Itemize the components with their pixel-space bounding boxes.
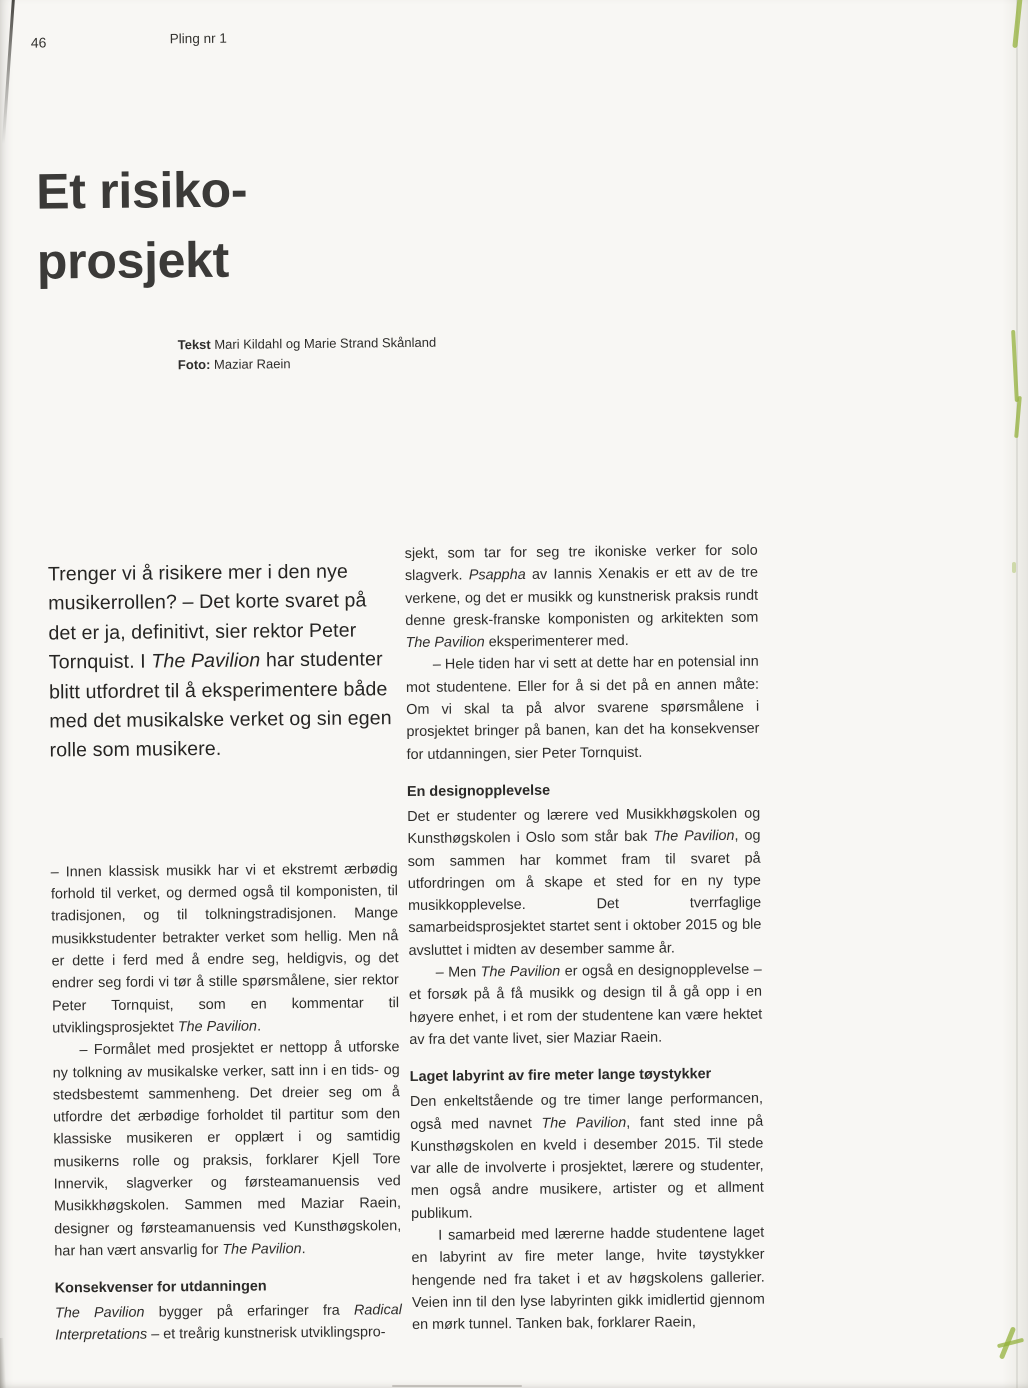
paragraph: sjekt, som tar for seg tre ikoniske verker for solo slagverk. Psappha av Iannis Xenakis er ett av de tre verkene, og det er musikk og kunstnerisk praksis rundt denne gresk-franske komponisten og arkitekten som The Pavilion eksperimenterer med. bbox=[404, 542, 759, 652]
paragraph: I samarbeid med lærerne hadde studentene laget en labyrint av fire meter lange, hvite tøystykker hengende ned fra taket i et av høgskolens gallerier. Veien inn til den lyse labyrinten gikk imidlertid gjennom en mørk tunnel. Tanken bak, forklarer Raein, bbox=[411, 1224, 765, 1334]
section-subhead: En designopplevelse bbox=[406, 782, 551, 801]
scan-artifact-bottom-left-shadow bbox=[0, 1338, 6, 1388]
left-column bbox=[48, 557, 403, 1347]
article-title-line1: Et risiko- bbox=[35, 161, 248, 220]
lead-paragraph: Trenger vi å risikere mer i den nye musikerrollen? – Det korte svaret på det er ja, definitivt, sier rektor Peter Tornquist. I The Pavilion har studenter blitt utfordret til å eksperimentere både med det musikalske verket og sin egen rolle som musikere. bbox=[47, 560, 392, 762]
byline-text-label: Tekst bbox=[177, 336, 211, 353]
byline-photo-value: Maziar Raein bbox=[210, 356, 291, 372]
paragraph: – Innen klassisk musikk har vi et ekstremt ærbødig forhold til verket, og dermed også til komponisten, til tradisjonen, og til tolkningstradisjonen. Mange musikkstudenter betrakter verket som hellig. Men nå er dette i ferd med å endre seg, heldigvis, og det endrer seg fordi vi tør å stille spørsmålene, sier rektor Peter Tornquist, som en kommentar til utviklingsprosjektet The Pavilion. bbox=[50, 860, 400, 1037]
byline-photo-credit bbox=[178, 353, 437, 375]
byline bbox=[178, 333, 437, 375]
page-number: 46 bbox=[30, 34, 47, 51]
paragraph: Den enkeltstående og tre timer lange performancen, også med navnet The Pavilion, fant sted inne på Kunsthøgskolen en kveld i desember 2015. Til stede var alle de involverte i prosjektet, lærere og studenter, men også andre musikere, artister og et allment publikum. bbox=[409, 1090, 764, 1222]
left-column-body bbox=[51, 858, 403, 1347]
paragraph: The Pavilion bygger på erfaringer fra Radical Interpretations – et treårig kunstnerisk utviklingspro- bbox=[54, 1302, 403, 1344]
paragraph: Det er studenter og lærere ved Musikkhøgskolen og Kunsthøgskolen i Oslo som står bak The Pavilion, og som sammen har kommet fram til svaret på utfordringen om å skape et sted for en ny type musikkopplevelse. Det tverrfaglige samarbeidsprosjektet startet sent i oktober 2015 og ble avsluttet i midten av desember samme år. bbox=[407, 805, 762, 959]
right-column-body bbox=[405, 540, 766, 1337]
section-subhead: Konsekvenser for utdanningen bbox=[54, 1278, 267, 1297]
paragraph: – Formålet med prosjektet er nettopp å utforske ny tolkning av musikalske verker, satt inn i en tids- og stedsbestemt sammenheng. Det dreier seg om å utfordre det ærbødige forholdet til partitur som den klassiske musikeren er opplært i og samtidig musikerns rolle og praksis, forklarer Kjell Tore Innervik, slagverker og førsteamanuensis ved Musikkhøgskolen. Sammen med Maziar Raein, designer og førsteamanuensis ved Kunsthøgskolen, har han vært ansvarlig for The Pavilion. bbox=[52, 1039, 402, 1260]
article-title-line2: prosjekt bbox=[36, 231, 230, 290]
right-column bbox=[405, 540, 766, 1337]
paragraph: – Hele tiden har vi sett at dette har en potensial inn mot studentene. Eller for å si det på en annen måte: Om vi skal ta på alvor svarene spørsmålene i prosjektet bringer på banen, kan det ha konsekvenser for utdanningen, sier Peter Tornquist. bbox=[405, 654, 760, 763]
byline-text-value: Mari Kildahl og Marie Strand Skånland bbox=[210, 334, 437, 352]
byline-text-credit bbox=[178, 333, 437, 355]
publication-title: Pling nr 1 bbox=[169, 30, 227, 47]
paragraph: – Men The Pavilion er også en designopplevelse – et forsøk på å få musikk og design til å gå opp i en høyere enhet, i et rom der studentene kan være hektet av fra det vante livet, sier Maziar Raein. bbox=[408, 961, 763, 1048]
article-title bbox=[36, 155, 248, 297]
byline-photo-label: Foto: bbox=[177, 356, 211, 373]
section-subhead: Laget labyrint av fire meter lange tøystykker bbox=[409, 1066, 712, 1086]
lead-paragraph-block bbox=[48, 557, 397, 766]
